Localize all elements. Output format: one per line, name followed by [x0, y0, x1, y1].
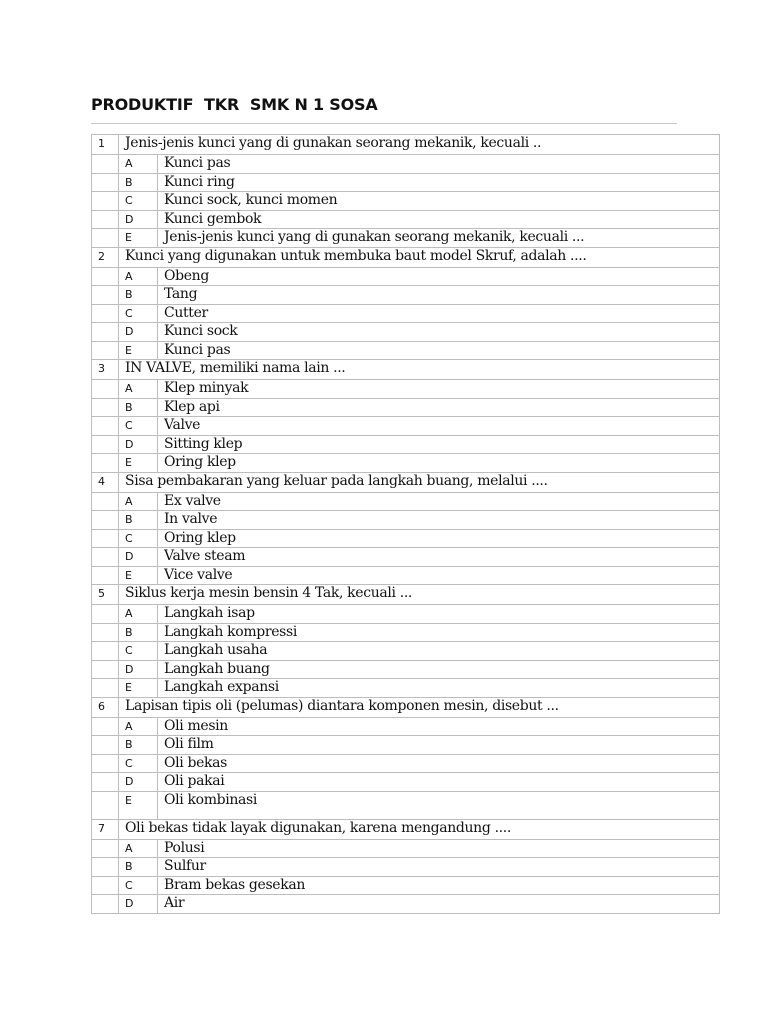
- option-letter: E: [119, 791, 158, 819]
- option-indent-cell: [92, 286, 119, 305]
- option-row: [92, 210, 720, 229]
- question-row: [92, 360, 720, 380]
- option-letter: D: [119, 435, 158, 454]
- option-text: Oli mesin: [158, 717, 720, 736]
- option-row: [92, 858, 720, 877]
- option-letter: A: [119, 267, 158, 286]
- question-row: [92, 697, 720, 717]
- option-text: Klep minyak: [158, 380, 720, 399]
- option-indent-cell: [92, 791, 119, 819]
- option-indent-cell: [92, 679, 119, 698]
- question-row: [92, 819, 720, 839]
- option-row: [92, 454, 720, 473]
- option-row: [92, 341, 720, 360]
- option-text: Obeng: [158, 267, 720, 286]
- option-letter: A: [119, 492, 158, 511]
- option-indent-cell: [92, 398, 119, 417]
- option-letter: E: [119, 566, 158, 585]
- option-indent-cell: [92, 754, 119, 773]
- option-text: Kunci gembok: [158, 210, 720, 229]
- option-indent-cell: [92, 529, 119, 548]
- question-row: [92, 472, 720, 492]
- option-letter: C: [119, 417, 158, 436]
- question-text: IN VALVE, memiliki nama lain ...: [119, 360, 720, 380]
- option-indent-cell: [92, 210, 119, 229]
- option-row: [92, 895, 720, 914]
- option-text: Langkah usaha: [158, 642, 720, 661]
- option-text: Vice valve: [158, 566, 720, 585]
- option-text: Oli film: [158, 736, 720, 755]
- option-text: Kunci pas: [158, 341, 720, 360]
- option-letter: B: [119, 511, 158, 530]
- option-indent-cell: [92, 717, 119, 736]
- option-row: [92, 286, 720, 305]
- question-row: [92, 135, 720, 155]
- question-number: 4: [92, 472, 119, 492]
- option-indent-cell: [92, 605, 119, 624]
- option-indent-cell: [92, 341, 119, 360]
- option-letter: A: [119, 839, 158, 858]
- option-text: Oli pakai: [158, 773, 720, 792]
- option-letter: B: [119, 623, 158, 642]
- option-text: Kunci pas: [158, 155, 720, 174]
- option-indent-cell: [92, 566, 119, 585]
- option-row: [92, 304, 720, 323]
- option-indent-cell: [92, 876, 119, 895]
- option-row: [92, 605, 720, 624]
- option-text: Kunci ring: [158, 173, 720, 192]
- option-text: Cutter: [158, 304, 720, 323]
- option-indent-cell: [92, 380, 119, 399]
- option-row: [92, 192, 720, 211]
- option-row: [92, 323, 720, 342]
- option-letter: C: [119, 192, 158, 211]
- option-indent-cell: [92, 435, 119, 454]
- option-row: [92, 754, 720, 773]
- option-text: Oli bekas: [158, 754, 720, 773]
- option-letter: C: [119, 642, 158, 661]
- option-text: Air: [158, 895, 720, 914]
- option-row: [92, 398, 720, 417]
- option-row: [92, 623, 720, 642]
- option-letter: B: [119, 398, 158, 417]
- option-row: [92, 155, 720, 174]
- option-row: [92, 229, 720, 248]
- option-letter: A: [119, 605, 158, 624]
- option-text: Langkah kompressi: [158, 623, 720, 642]
- option-indent-cell: [92, 642, 119, 661]
- option-row: [92, 511, 720, 530]
- option-row: [92, 173, 720, 192]
- option-text: Sitting klep: [158, 435, 720, 454]
- option-indent-cell: [92, 417, 119, 436]
- question-number: 5: [92, 585, 119, 605]
- question-text: Kunci yang digunakan untuk membuka baut model Skruf, adalah ....: [119, 247, 720, 267]
- option-indent-cell: [92, 773, 119, 792]
- option-text: Ex valve: [158, 492, 720, 511]
- option-text: Bram bekas gesekan: [158, 876, 720, 895]
- option-indent-cell: [92, 736, 119, 755]
- option-letter: E: [119, 679, 158, 698]
- option-indent-cell: [92, 304, 119, 323]
- option-row: [92, 736, 720, 755]
- option-row: [92, 642, 720, 661]
- option-letter: E: [119, 454, 158, 473]
- option-letter: C: [119, 529, 158, 548]
- question-row: [92, 585, 720, 605]
- option-row: [92, 876, 720, 895]
- option-letter: D: [119, 210, 158, 229]
- option-indent-cell: [92, 267, 119, 286]
- option-row: [92, 660, 720, 679]
- option-indent-cell: [92, 155, 119, 174]
- question-number: 7: [92, 819, 119, 839]
- option-letter: B: [119, 286, 158, 305]
- option-text: Sulfur: [158, 858, 720, 877]
- option-text: Polusi: [158, 839, 720, 858]
- option-indent-cell: [92, 548, 119, 567]
- option-row: [92, 529, 720, 548]
- option-text: Klep api: [158, 398, 720, 417]
- question-text: Sisa pembakaran yang keluar pada langkah buang, melalui ....: [119, 472, 720, 492]
- question-number: 1: [92, 135, 119, 155]
- option-indent-cell: [92, 454, 119, 473]
- option-row: [92, 548, 720, 567]
- question-text: Jenis-jenis kunci yang di gunakan seorang mekanik, kecuali ..: [119, 135, 720, 155]
- option-indent-cell: [92, 895, 119, 914]
- option-row: [92, 492, 720, 511]
- page-title: PRODUKTIF TKR SMK N 1 SOSA: [91, 95, 378, 114]
- option-row: [92, 839, 720, 858]
- option-text: Oring klep: [158, 454, 720, 473]
- question-number: 2: [92, 247, 119, 267]
- question-text: Siklus kerja mesin bensin 4 Tak, kecuali ...: [119, 585, 720, 605]
- question-text: Lapisan tipis oli (pelumas) diantara komponen mesin, disebut ...: [119, 697, 720, 717]
- option-text: Valve steam: [158, 548, 720, 567]
- option-letter: D: [119, 895, 158, 914]
- option-letter: E: [119, 229, 158, 248]
- option-text: Oring klep: [158, 529, 720, 548]
- option-row: [92, 773, 720, 792]
- option-indent-cell: [92, 858, 119, 877]
- option-letter: B: [119, 173, 158, 192]
- option-letter: C: [119, 304, 158, 323]
- option-text: Jenis-jenis kunci yang di gunakan seorang mekanik, kecuali ...: [158, 229, 720, 248]
- option-row: [92, 791, 720, 819]
- option-indent-cell: [92, 229, 119, 248]
- option-letter: E: [119, 341, 158, 360]
- option-text: Tang: [158, 286, 720, 305]
- option-row: [92, 267, 720, 286]
- option-letter: C: [119, 876, 158, 895]
- option-text: Kunci sock: [158, 323, 720, 342]
- option-indent-cell: [92, 511, 119, 530]
- quiz-table: [91, 134, 720, 914]
- option-indent-cell: [92, 660, 119, 679]
- option-text: Kunci sock, kunci momen: [158, 192, 720, 211]
- option-letter: D: [119, 548, 158, 567]
- option-letter: D: [119, 660, 158, 679]
- option-letter: A: [119, 155, 158, 174]
- option-row: [92, 435, 720, 454]
- option-letter: A: [119, 717, 158, 736]
- option-text: Oli kombinasi: [158, 791, 720, 819]
- option-indent-cell: [92, 192, 119, 211]
- option-row: [92, 380, 720, 399]
- option-text: Langkah isap: [158, 605, 720, 624]
- quiz-table-body: [92, 135, 720, 914]
- question-text: Oli bekas tidak layak digunakan, karena mengandung ....: [119, 819, 720, 839]
- option-text: Langkah buang: [158, 660, 720, 679]
- option-letter: A: [119, 380, 158, 399]
- option-text: Valve: [158, 417, 720, 436]
- option-indent-cell: [92, 173, 119, 192]
- option-indent-cell: [92, 492, 119, 511]
- option-letter: D: [119, 323, 158, 342]
- option-indent-cell: [92, 839, 119, 858]
- option-text: In valve: [158, 511, 720, 530]
- title-divider: [91, 123, 677, 124]
- option-indent-cell: [92, 323, 119, 342]
- question-number: 6: [92, 697, 119, 717]
- option-letter: B: [119, 736, 158, 755]
- option-row: [92, 679, 720, 698]
- question-row: [92, 247, 720, 267]
- option-letter: B: [119, 858, 158, 877]
- question-number: 3: [92, 360, 119, 380]
- option-row: [92, 417, 720, 436]
- option-indent-cell: [92, 623, 119, 642]
- option-row: [92, 566, 720, 585]
- option-text: Langkah expansi: [158, 679, 720, 698]
- option-letter: C: [119, 754, 158, 773]
- option-letter: D: [119, 773, 158, 792]
- option-row: [92, 717, 720, 736]
